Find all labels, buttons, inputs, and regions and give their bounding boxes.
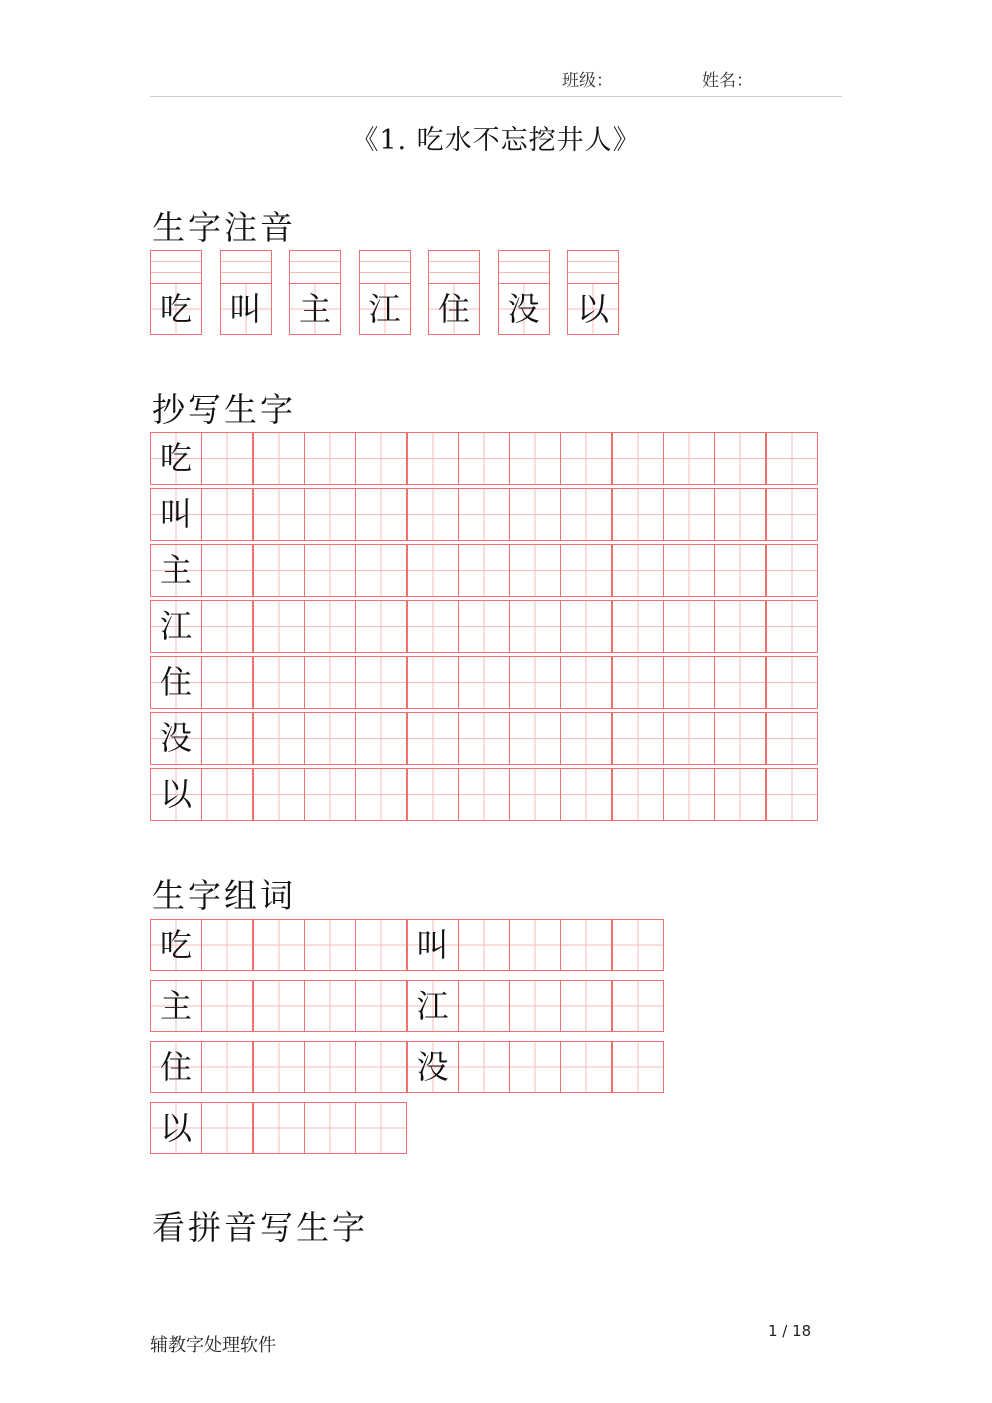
copy-practice-cell xyxy=(407,544,459,597)
copy-practice-cell xyxy=(253,488,305,541)
copy-practice-cell xyxy=(714,488,766,541)
copy-practice-cell xyxy=(458,600,510,653)
copy-practice-cell xyxy=(355,488,407,541)
copy-model-cell: 叫 xyxy=(150,488,202,541)
word-practice-cell xyxy=(560,1041,612,1093)
character-cell: 主 xyxy=(289,283,341,335)
footer-software-name: 辅教字处理软件 xyxy=(150,1335,276,1356)
word-practice-cell xyxy=(458,919,510,971)
word-practice-cell xyxy=(612,919,664,971)
section-title-pinyin-to-char: 看拼音写生字 xyxy=(152,1208,368,1247)
copy-practice-cell xyxy=(304,544,356,597)
word-practice-cell xyxy=(560,980,612,1032)
copy-practice-cell xyxy=(560,768,612,821)
copy-practice-cell xyxy=(663,488,715,541)
copy-practice-cell xyxy=(407,656,459,709)
word-practice-cell xyxy=(355,1041,407,1093)
copy-practice-cell xyxy=(766,544,818,597)
copy-practice-cell xyxy=(201,488,253,541)
copy-practice-cell xyxy=(509,656,561,709)
word-model-cell: 吃 xyxy=(150,919,202,971)
copy-practice-cell xyxy=(663,432,715,485)
copy-practice-cell xyxy=(714,656,766,709)
copy-practice-cell xyxy=(355,600,407,653)
character-cell: 江 xyxy=(359,283,411,335)
copy-practice-cell xyxy=(612,656,664,709)
copy-practice-cell xyxy=(509,488,561,541)
copy-practice-cell xyxy=(304,712,356,765)
copy-practice-cell xyxy=(612,488,664,541)
copy-practice-cell xyxy=(407,600,459,653)
copy-practice-cell xyxy=(766,600,818,653)
copy-practice-cell xyxy=(509,768,561,821)
copy-practice-cell xyxy=(663,656,715,709)
copy-practice-cell xyxy=(407,488,459,541)
copy-practice-cell xyxy=(407,432,459,485)
copy-practice-cell xyxy=(201,600,253,653)
word-practice-cell xyxy=(253,980,305,1032)
word-practice-cell xyxy=(253,1102,305,1154)
copy-practice-cell xyxy=(407,712,459,765)
copy-practice-cell xyxy=(201,768,253,821)
copy-practice-cell xyxy=(612,544,664,597)
copy-practice-cell xyxy=(253,712,305,765)
pinyin-box xyxy=(359,250,411,283)
copy-practice-cell xyxy=(201,432,253,485)
word-practice-cell xyxy=(509,980,561,1032)
word-practice-cell xyxy=(509,1041,561,1093)
copy-practice-cell xyxy=(560,544,612,597)
word-practice-cell xyxy=(612,1041,664,1093)
copy-practice-cell xyxy=(612,432,664,485)
copy-practice-cell xyxy=(766,488,818,541)
copy-practice-cell xyxy=(714,432,766,485)
character-cell: 没 xyxy=(498,283,550,335)
document-title: 《1. 吃水不忘挖井人》 xyxy=(351,125,641,156)
copy-practice-cell xyxy=(560,600,612,653)
word-practice-cell xyxy=(509,919,561,971)
copy-practice-cell xyxy=(355,656,407,709)
copy-practice-cell xyxy=(714,712,766,765)
character-cell: 吃 xyxy=(150,283,202,335)
copy-model-cell: 主 xyxy=(150,544,202,597)
word-practice-cell xyxy=(253,1041,305,1093)
copy-practice-cell xyxy=(612,712,664,765)
pinyin-box xyxy=(220,250,272,283)
word-practice-cell xyxy=(201,919,253,971)
copy-practice-cell xyxy=(253,544,305,597)
copy-practice-cell xyxy=(201,712,253,765)
class-label: 班级： xyxy=(562,71,613,91)
copy-practice-cell xyxy=(509,544,561,597)
copy-practice-cell xyxy=(663,768,715,821)
pinyin-box xyxy=(289,250,341,283)
word-practice-cell xyxy=(304,1041,356,1093)
word-model-cell: 以 xyxy=(150,1102,202,1154)
copy-practice-cell xyxy=(304,432,356,485)
word-practice-cell xyxy=(304,980,356,1032)
pinyin-box xyxy=(567,250,619,283)
copy-practice-cell xyxy=(458,768,510,821)
copy-practice-cell xyxy=(458,712,510,765)
copy-model-cell: 吃 xyxy=(150,432,202,485)
copy-model-cell: 住 xyxy=(150,656,202,709)
copy-practice-cell xyxy=(714,544,766,597)
copy-practice-cell xyxy=(509,712,561,765)
copy-practice-cell xyxy=(612,600,664,653)
copy-practice-cell xyxy=(509,432,561,485)
section-title-words: 生字组词 xyxy=(152,876,296,915)
word-model-cell: 江 xyxy=(407,980,459,1032)
copy-practice-cell xyxy=(253,656,305,709)
copy-practice-cell xyxy=(253,432,305,485)
word-practice-cell xyxy=(253,919,305,971)
pinyin-box xyxy=(428,250,480,283)
copy-practice-cell xyxy=(201,656,253,709)
copy-practice-cell xyxy=(766,712,818,765)
copy-practice-cell xyxy=(304,768,356,821)
copy-practice-cell xyxy=(714,600,766,653)
copy-practice-cell xyxy=(304,656,356,709)
copy-practice-cell xyxy=(766,768,818,821)
copy-practice-cell xyxy=(509,600,561,653)
copy-practice-cell xyxy=(560,712,612,765)
copy-practice-cell xyxy=(355,544,407,597)
copy-model-cell: 江 xyxy=(150,600,202,653)
pinyin-box xyxy=(498,250,550,283)
copy-practice-cell xyxy=(458,544,510,597)
copy-practice-cell xyxy=(355,768,407,821)
copy-practice-cell xyxy=(560,488,612,541)
section-title-pinyin: 生字注音 xyxy=(152,208,296,247)
word-practice-cell xyxy=(201,980,253,1032)
copy-practice-cell xyxy=(304,488,356,541)
word-practice-cell xyxy=(201,1102,253,1154)
copy-model-cell: 没 xyxy=(150,712,202,765)
word-model-cell: 没 xyxy=(407,1041,459,1093)
copy-practice-cell xyxy=(560,432,612,485)
copy-practice-cell xyxy=(201,544,253,597)
word-practice-cell xyxy=(612,980,664,1032)
copy-practice-cell xyxy=(304,600,356,653)
copy-practice-cell xyxy=(766,432,818,485)
copy-practice-cell xyxy=(355,432,407,485)
copy-practice-cell xyxy=(663,600,715,653)
word-model-cell: 主 xyxy=(150,980,202,1032)
character-cell: 叫 xyxy=(220,283,272,335)
word-practice-cell xyxy=(355,1102,407,1154)
copy-practice-cell xyxy=(612,768,664,821)
copy-practice-cell xyxy=(458,432,510,485)
page-number: 1 / 18 xyxy=(768,1322,812,1340)
word-model-cell: 住 xyxy=(150,1041,202,1093)
name-label: 姓名： xyxy=(702,71,753,91)
copy-practice-cell xyxy=(458,656,510,709)
word-model-cell: 叫 xyxy=(407,919,459,971)
copy-practice-cell xyxy=(458,488,510,541)
copy-practice-cell xyxy=(714,768,766,821)
copy-practice-cell xyxy=(253,768,305,821)
copy-practice-cell xyxy=(253,600,305,653)
copy-practice-cell xyxy=(663,712,715,765)
copy-practice-cell xyxy=(766,656,818,709)
copy-model-cell: 以 xyxy=(150,768,202,821)
character-cell: 以 xyxy=(567,283,619,335)
word-practice-cell xyxy=(355,980,407,1032)
copy-practice-cell xyxy=(355,712,407,765)
copy-practice-cell xyxy=(560,656,612,709)
word-practice-cell xyxy=(201,1041,253,1093)
word-practice-cell xyxy=(560,919,612,971)
word-practice-cell xyxy=(355,919,407,971)
word-practice-cell xyxy=(458,980,510,1032)
header-divider xyxy=(150,96,842,97)
word-practice-cell xyxy=(458,1041,510,1093)
section-title-copy: 抄写生字 xyxy=(152,390,296,429)
character-cell: 住 xyxy=(428,283,480,335)
copy-practice-cell xyxy=(407,768,459,821)
word-practice-cell xyxy=(304,919,356,971)
copy-practice-cell xyxy=(663,544,715,597)
word-practice-cell xyxy=(304,1102,356,1154)
pinyin-box xyxy=(150,250,202,283)
